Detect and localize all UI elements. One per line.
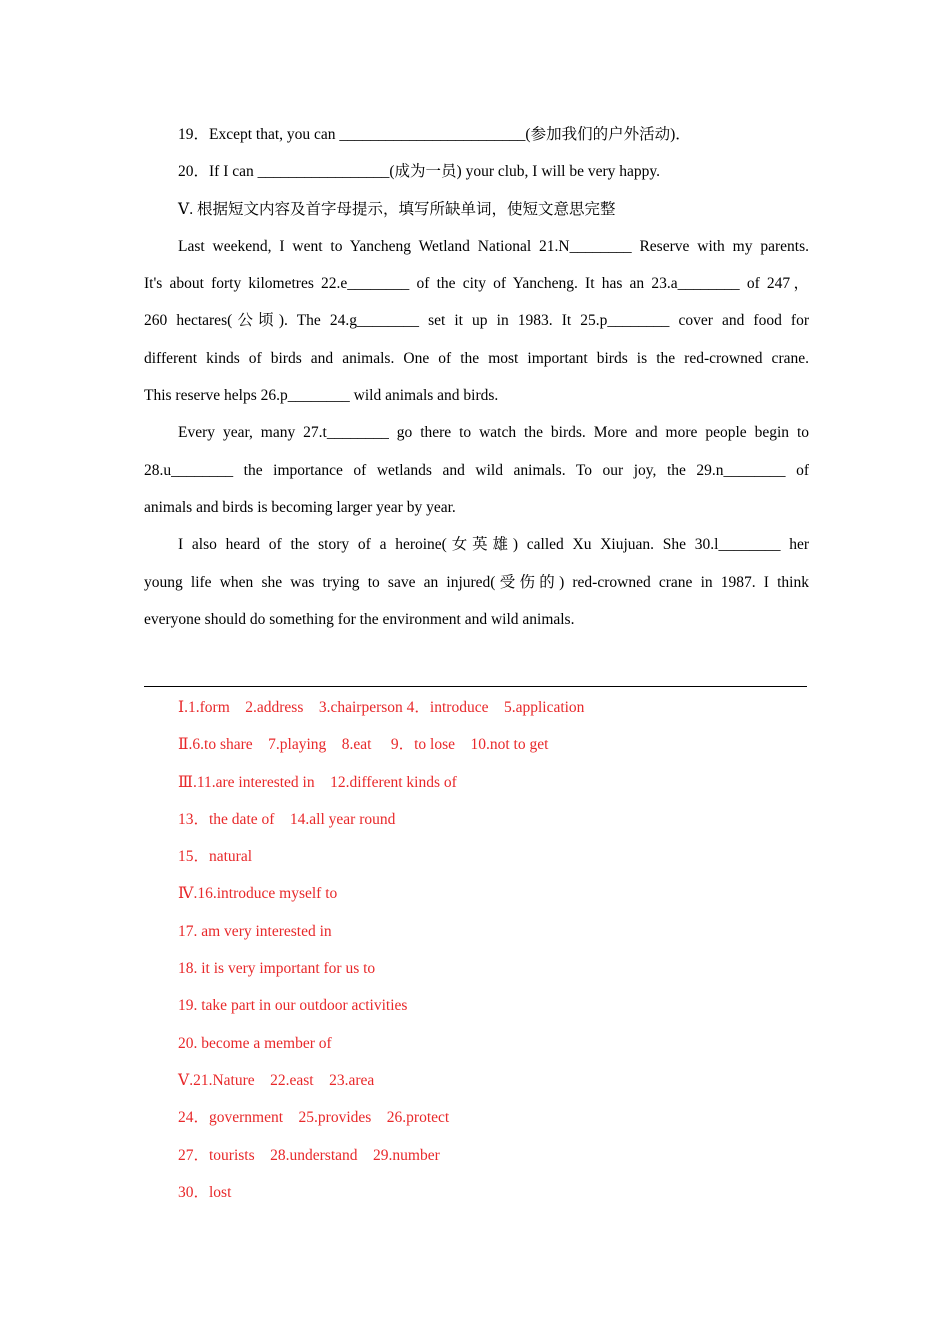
passage-line: I also heard of the story of a heroine(女英雄) called Xu Xiujuan. She 30.l________ her <box>178 536 809 554</box>
answer-line: 15．natural <box>178 848 253 866</box>
passage-line: 260 hectares(公顷). The 24.g________ set it up in 1983. It 25.p________ cover and food for <box>144 312 809 330</box>
answer-line: 19. take part in our outdoor activities <box>178 997 408 1015</box>
answer-line: Ⅰ.1.form 2.address 3.chairperson 4．introduce 5.application <box>178 699 585 716</box>
answer-divider <box>144 686 807 687</box>
section-5-heading: Ⅴ. 根据短文内容及首字母提示，填写所缺单词，使短文意思完整 <box>178 200 616 218</box>
answer-key <box>178 689 798 1211</box>
answer-line: 18. it is very important for us to <box>178 960 376 978</box>
passage-line: animals and birds is becoming larger year by year. <box>144 498 456 516</box>
passage-paragraph-2 <box>144 414 809 526</box>
passage-line: different kinds of birds and animals. One of the most important birds is the red-crowned crane. <box>144 349 809 367</box>
passage-line: young life when she was trying to save an injured(受伤的) red-crowned crane in 1987. I think <box>144 573 809 591</box>
passage-line: It's about forty kilometres 22.e________ of the city of Yancheng. It has an 23.a________ of 247， <box>144 275 809 293</box>
passage-line: everyone should do something for the environment and wild animals. <box>144 610 575 628</box>
answer-line: 27．tourists 28.understand 29.number <box>178 1146 440 1164</box>
answer-line: 13．the date of 14.all year round <box>178 810 396 828</box>
passage-line: 28.u________ the importance of wetlands and wild animals. To our joy, the 29.n________ of <box>144 461 809 479</box>
exercise-content <box>144 116 809 638</box>
answer-line: Ⅱ.6.to share 7.playing 8.eat 9．to lose 10.not to get <box>178 736 549 754</box>
passage-paragraph-3 <box>144 526 809 638</box>
answer-line: Ⅴ.21.Nature 22.east 23.area <box>178 1071 375 1089</box>
question-19: 19．Except that, you can ________________________(参加我们的户外活动)． <box>178 126 691 143</box>
answer-line: Ⅲ.11.are interested in 12.different kinds of <box>178 773 457 791</box>
question-20: 20．If I can _________________(成为一员) your club, I will be very happy. <box>178 163 660 181</box>
answer-line: 30．lost <box>178 1183 232 1201</box>
passage-line: This reserve helps 26.p________ wild animals and birds. <box>144 387 499 405</box>
passage-paragraph-1 <box>144 228 809 414</box>
answer-line: 24．government 25.provides 26.protect <box>178 1109 450 1127</box>
answer-line: Ⅳ.16.introduce myself to <box>178 885 338 903</box>
passage-line: Every year, many 27.t________ go there to watch the birds. More and more people begin to <box>178 424 809 442</box>
passage-line: Last weekend, I went to Yancheng Wetland National 21.N________ Reserve with my parents. <box>178 237 809 255</box>
answer-line: 20. become a member of <box>178 1034 332 1052</box>
answer-line: 17. am very interested in <box>178 922 332 940</box>
